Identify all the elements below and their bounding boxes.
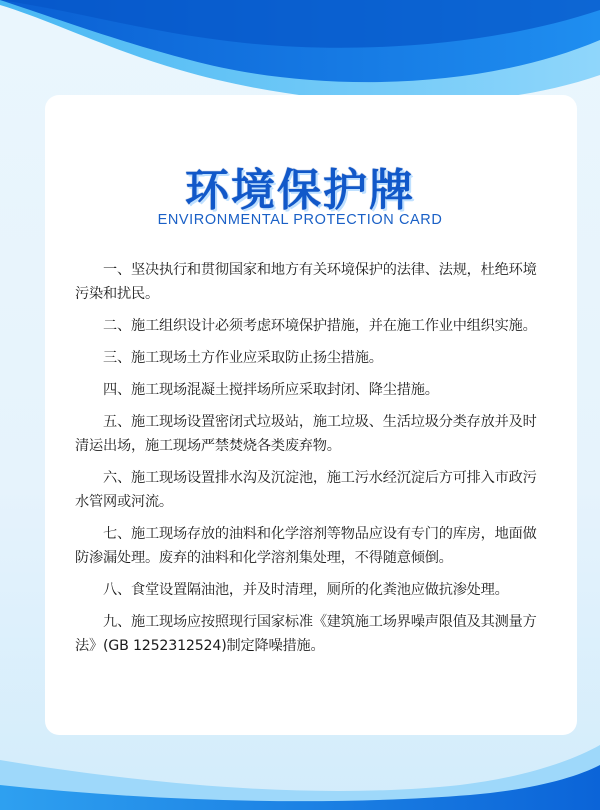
rule-item: 五、施工现场设置密闭式垃圾站，施工垃圾、生活垃圾分类存放并及时清运出场，施工现场严禁焚烧各类废弃物。 xyxy=(75,414,537,454)
rule-item: 六、施工现场设置排水沟及沉淀池，施工污水经沉淀后方可排入市政污水管网或河流。 xyxy=(75,470,537,510)
rule-item: 三、施工现场土方作业应采取防止扬尘措施。 xyxy=(103,350,383,366)
rule-item: 九、施工现场应按照现行国家标准《建筑施工场界噪声限值及其测量方法》(GB 1252312524)制定降噪措施。 xyxy=(75,614,537,654)
rule-item: 二、施工组织设计必须考虑环境保护措施，并在施工作业中组织实施。 xyxy=(103,318,537,334)
card-subtitle: ENVIRONMENTAL PROTECTION CARD xyxy=(157,212,443,228)
rule-item: 八、食堂设置隔油池，并及时清理，厕所的化粪池应做抗渗处理。 xyxy=(103,582,509,598)
rule-item: 四、施工现场混凝土搅拌场所应采取封闭、降尘措施。 xyxy=(103,382,439,398)
rule-item: 一、坚决执行和贯彻国家和地方有关环境保护的法律、法规，杜绝环境污染和扰民。 xyxy=(75,262,537,302)
rule-item: 七、施工现场存放的油料和化学溶剂等物品应设有专门的库房，地面做防渗漏处理。废弃的油料和化学溶剂集处理，不得随意倾倒。 xyxy=(75,526,537,566)
card-title: 环境保护牌 xyxy=(185,165,415,216)
rules-list xyxy=(75,258,545,666)
